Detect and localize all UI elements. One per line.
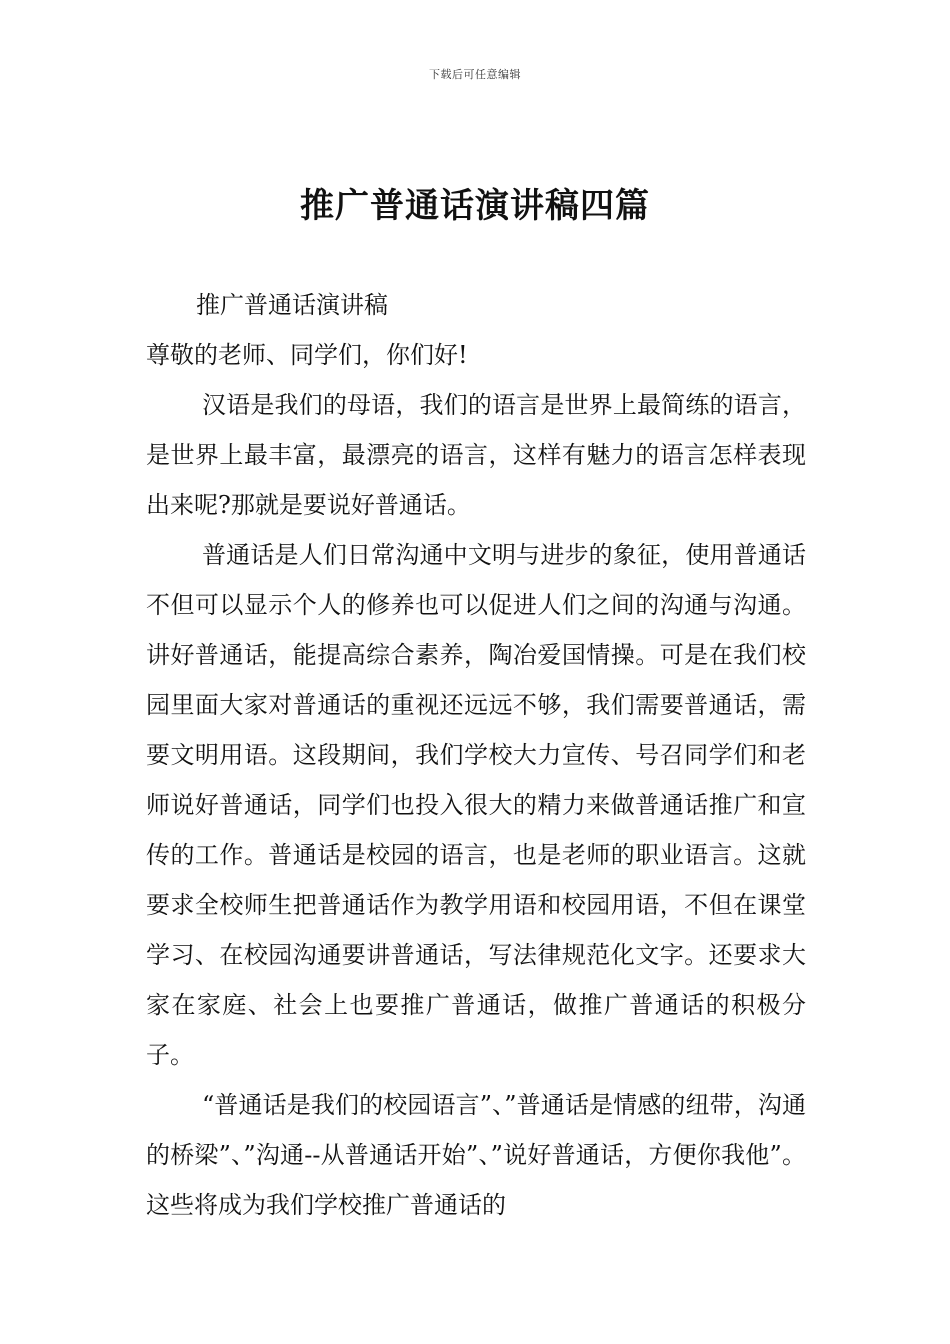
header-note: 下载后可任意编辑 (429, 68, 521, 81)
greeting-line: 尊敬的老师、同学们，你们好! (146, 341, 468, 369)
speech-subtitle: 推广普通话演讲稿 (196, 291, 388, 319)
paragraph-2: 普通话是人们日常沟通中文明与进步的象征，使用普通话不但可以显示个人的修养也可以促进人们之间的沟通与沟通。讲好普通话，能提高综合素养，陶冶爱国情操。可是在我们校园里面大家对普通话的重视还远远不够，我们需要普通话，需要文明用语。这段期间，我们学校大力宣传、号召同学们和老师说好普通话，同学们也投入很大的精力来做普通话推广和宣传的工作。普通话是校园的语言，也是老师的职业语言。这就要求全校师生把普通话作为教学用语和校园用语，不但在课堂学习、在校园沟通要讲普通话，写法律规范化文字。还要求大家在家庭、社会上也要推广普通话，做推广普通话的积极分子。 (146, 541, 806, 1069)
document-title: 推广普通话演讲稿四篇 (300, 186, 650, 226)
paragraph-3: “普通话是我们的校园语言”、”普通话是情感的纽带，沟通的桥梁”、”沟通--从普通话开始”、”说好普通话，方便你我他”。这些将成为我们学校推广普通话的 (146, 1091, 806, 1219)
paragraph-1: 汉语是我们的母语，我们的语言是世界上最简练的语言，是世界上最丰富，最漂亮的语言，这样有魅力的语言怎样表现出来呢?那就是要说好普通话。 (146, 391, 806, 519)
document-body (146, 280, 806, 1230)
